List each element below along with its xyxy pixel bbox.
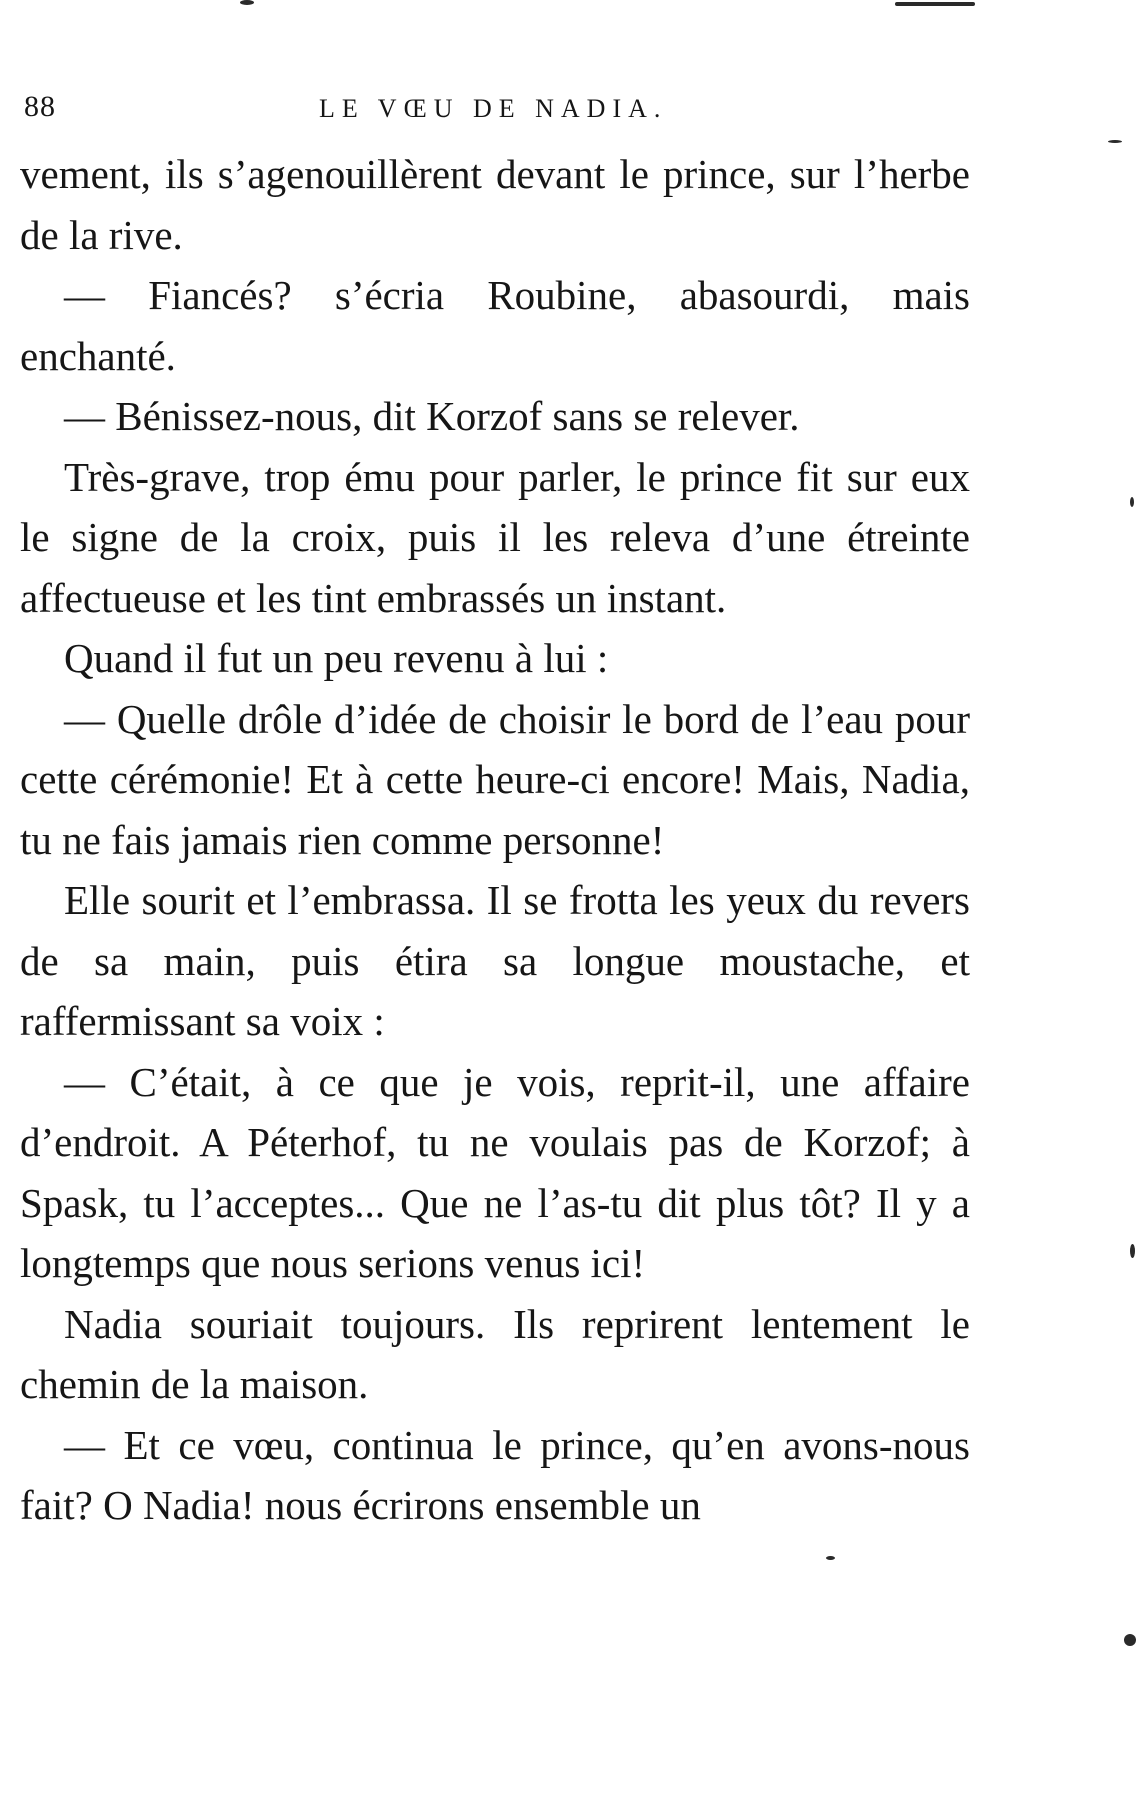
paragraph: — Fiancés? s’écria Roubine, abasourdi, mais enchanté. <box>20 272 970 379</box>
paragraph: — Bénissez-nous, dit Korzof sans se relever. <box>64 393 800 439</box>
paragraph: Elle sourit et l’embrassa. Il se frotta les yeux du revers de sa main, puis étira sa longue moustache, et raffermissant sa voix : <box>20 877 970 1044</box>
running-title: LE VŒU DE NADIA. <box>319 94 668 123</box>
scan-speck <box>1124 1634 1136 1646</box>
scan-speck <box>1130 497 1134 507</box>
scan-speck <box>240 0 254 5</box>
paragraph-continuation: vement, ils s’agenouillèrent devant le prince, sur l’herbe de la rive. <box>20 151 970 258</box>
paragraph: Quand il fut un peu revenu à lui : <box>64 635 609 681</box>
page-header <box>24 90 974 130</box>
paragraph: — Et ce vœu, continua le prince, qu’en avons-nous fait? O Nadia! nous écrirons ensemble un <box>20 1421 970 1528</box>
scan-speck <box>1108 140 1122 143</box>
body-text <box>20 144 970 1536</box>
paragraph: — Quelle drôle d’idée de choisir le bord de l’eau pour cette cérémonie! Et à cette heure-ci encore! Mais, Nadia, tu ne fais jamais rien comme personne! <box>20 695 970 863</box>
scan-speck <box>826 1556 835 1560</box>
scan-speck <box>895 2 975 6</box>
paragraph: — C’était, à ce que je vois, reprit-il, une affaire d’endroit. A Péterhof, tu ne voulais pas de Korzof; à Spask, tu l’acceptes... Que ne l’as-tu dit plus tôt? Il y a longtemps que nous serions venus ici! <box>20 1058 970 1286</box>
paragraph: Nadia souriait toujours. Ils reprirent lentement le chemin de la maison. <box>20 1300 970 1407</box>
paragraph: Très-grave, trop ému pour parler, le prince fit sur eux le signe de la croix, puis il les releva d’une étreinte affectueuse et les tint embrassés un instant. <box>20 453 970 621</box>
page-number: 88 <box>24 90 56 123</box>
scan-speck <box>1130 1244 1135 1258</box>
